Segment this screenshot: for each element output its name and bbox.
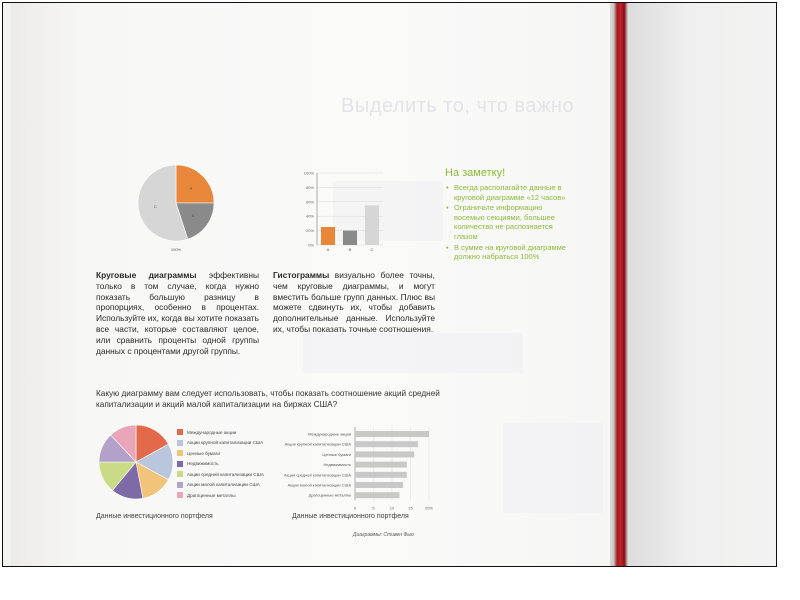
legend-swatch bbox=[177, 461, 183, 467]
legend-swatch bbox=[177, 429, 183, 435]
legend-item bbox=[177, 427, 264, 438]
y-tick-label: 20% bbox=[305, 228, 314, 234]
histogram-term: Гистограммы bbox=[273, 270, 330, 280]
category-label: Акции крупной капитализации США bbox=[284, 441, 351, 447]
legend-label: Недвижимость bbox=[187, 461, 219, 467]
x-tick-label: A bbox=[326, 247, 330, 252]
pie-paragraph bbox=[96, 270, 259, 356]
y-tick-label: 40% bbox=[305, 213, 314, 219]
pie-text: эффективны только в том случае, когда нужно показать большую разницу в пропорциях, особенно в процентах. Используйте их, когда вы хотите показать все части, которые составляют целое, или сравнить проценты одной группы данных с процентами другой группы. bbox=[96, 270, 260, 356]
portfolio-bar-chart bbox=[265, 423, 445, 513]
pie-chart-abc bbox=[131, 161, 221, 253]
horizontal-bar bbox=[355, 462, 407, 468]
category-label: Акции малой капитализации США bbox=[287, 482, 351, 488]
legend-label: Акции малой капитализации США bbox=[187, 482, 260, 488]
pie-term: Круговые диаграммы bbox=[96, 270, 197, 280]
legend-item bbox=[177, 459, 264, 470]
category-label: Драгоценные металлы bbox=[308, 492, 351, 498]
legend-item bbox=[177, 448, 264, 459]
note-box bbox=[445, 167, 575, 263]
x-tick-label: 15 bbox=[408, 505, 413, 511]
y-tick-label: 60% bbox=[305, 199, 314, 205]
horizontal-bar bbox=[355, 451, 414, 457]
column-chart-abc bbox=[295, 167, 389, 257]
legend-swatch bbox=[177, 492, 183, 498]
question-text: Какую диаграмму вам следует использовать, чтобы показать соотношение акций средней капитализации и акций малой капитализации на биржах США? bbox=[96, 389, 440, 409]
pie-slice-label: B bbox=[191, 212, 195, 218]
pie-caption: Данные инвестиционного портфеля bbox=[96, 513, 213, 520]
x-tick-label: 20% bbox=[424, 505, 434, 511]
portfolio-pie-chart bbox=[97, 423, 175, 501]
legend-label: Ценные бумаги bbox=[187, 450, 220, 456]
legend-item bbox=[177, 480, 264, 491]
show-through-block bbox=[303, 333, 523, 373]
note-item: • Всегда располагайте данные в круговой диаграмме «12 часов» bbox=[454, 183, 575, 202]
chart-credit: Диаграммы: Стивен Фью bbox=[353, 532, 414, 538]
scan-frame bbox=[2, 2, 777, 567]
pie-slice-label: A bbox=[189, 185, 193, 191]
histogram-paragraph bbox=[273, 270, 435, 335]
legend-label: Акции крупной капитализации США bbox=[187, 440, 264, 446]
pie-slice-label: C bbox=[153, 203, 157, 209]
category-label: Акции средней капитализации США bbox=[284, 472, 351, 478]
histogram-text: визуально более точны, чем круговые диаграммы, и могут вместить больше групп данных. Плюс вы можете сдвинуть их, чтобы добавить дополнительные данные. Используйте их, чтобы показать точные соотношения. bbox=[273, 270, 435, 334]
horizontal-bar bbox=[355, 431, 429, 437]
category-label: Международные акции bbox=[308, 431, 351, 437]
y-tick-label: 0% bbox=[308, 242, 314, 248]
category-label: Недвижимость bbox=[323, 462, 351, 468]
column-bar bbox=[321, 227, 335, 245]
right-page bbox=[628, 3, 776, 566]
x-tick-label: 10 bbox=[389, 505, 395, 511]
column-bar bbox=[365, 205, 379, 245]
horizontal-bar bbox=[355, 492, 399, 498]
bar-caption: Данные инвестиционного портфеля bbox=[292, 513, 409, 520]
note-title: На заметку! bbox=[445, 167, 506, 179]
legend-item bbox=[177, 438, 264, 449]
note-item: • Ограничьте информацию восемью секциями, большее количество не распознается глазом bbox=[454, 203, 575, 241]
show-through-heading: Выделить то, что важно bbox=[341, 95, 575, 117]
portfolio-legend bbox=[177, 427, 264, 501]
category-label: Ценные бумаги bbox=[322, 451, 351, 457]
y-tick-label: 100% bbox=[303, 170, 314, 176]
horizontal-bar bbox=[355, 472, 407, 478]
x-tick-label: B bbox=[348, 247, 352, 252]
note-item: • В сумме на круговой диаграмме должно набраться 100% bbox=[454, 243, 575, 262]
y-tick-label: 80% bbox=[305, 184, 314, 190]
legend-label: Драгоценные металлы bbox=[187, 492, 236, 498]
column-bar bbox=[343, 231, 357, 245]
horizontal-bar bbox=[355, 441, 418, 447]
horizontal-bar bbox=[355, 482, 403, 488]
legend-swatch bbox=[177, 482, 183, 488]
legend-item bbox=[177, 469, 264, 480]
note-list bbox=[445, 183, 575, 262]
legend-item bbox=[177, 490, 264, 501]
x-tick-label: C bbox=[370, 247, 374, 252]
pie-bottom-label: 100% bbox=[170, 247, 182, 252]
book-spine bbox=[610, 3, 628, 566]
legend-label: Международные акции bbox=[187, 429, 237, 435]
pie-slice bbox=[176, 165, 214, 203]
legend-swatch bbox=[177, 450, 183, 456]
legend-swatch bbox=[177, 471, 183, 477]
legend-label: Акции средней капитализации США bbox=[187, 471, 264, 477]
x-tick-label: 0 bbox=[353, 505, 357, 511]
x-tick-label: 5 bbox=[372, 505, 375, 511]
show-through-block bbox=[503, 423, 603, 513]
legend-swatch bbox=[177, 440, 183, 446]
